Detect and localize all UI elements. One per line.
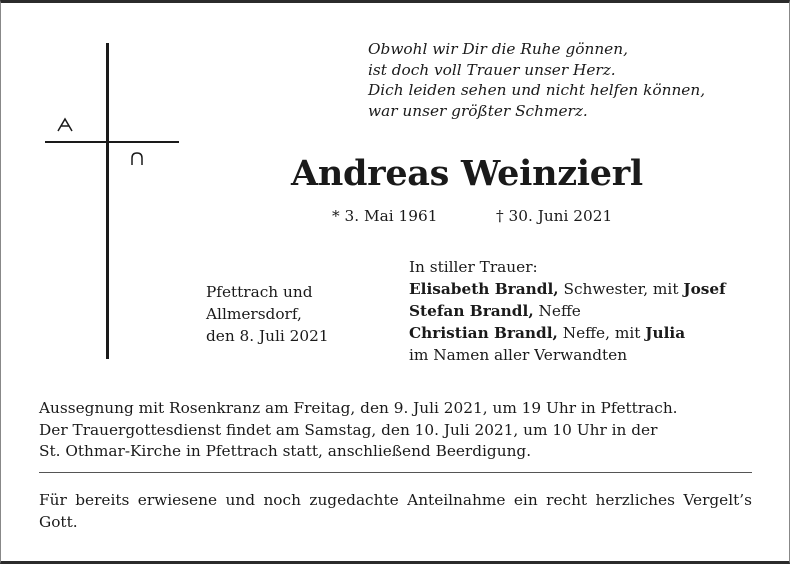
ceremony-line: Der Trauergottesdienst findet am Samstag, den 10. Juli 2021, um 10 Uhr in der	[39, 420, 658, 439]
cross-icon-horizontal	[45, 141, 179, 143]
mourner-name: Stefan Brandl,	[409, 302, 534, 320]
mourner-relation: Neffe	[533, 302, 581, 320]
mourner-line	[409, 322, 726, 344]
mourner-relation: Neffe, mit	[557, 324, 646, 342]
mourner-name: Josef	[683, 280, 726, 298]
ceremony-info	[39, 398, 755, 463]
poem-line: Obwohl wir Dir die Ruhe gönnen,	[368, 40, 628, 58]
cross-icon-vertical	[106, 43, 109, 359]
poem	[368, 39, 705, 121]
death-date: † 30. Juni 2021	[496, 207, 613, 225]
mourner-relation: Schwester, mit	[558, 280, 684, 298]
omega-icon	[129, 152, 145, 166]
poem-line: Dich leiden sehen und nicht helfen können,	[368, 81, 706, 99]
mourner-line	[409, 278, 726, 300]
mourners-list	[409, 256, 726, 366]
date-line: den 8. Juli 2021	[206, 327, 329, 345]
thanks-note: Für bereits erwiesene und noch zugedachte Anteilnahme ein recht herzliches Vergelt’s Gott.	[39, 491, 752, 531]
place-line: Allmersdorf,	[206, 305, 302, 323]
poem-line: ist doch voll Trauer unser Herz.	[368, 60, 616, 79]
alpha-icon	[56, 116, 74, 134]
mourner-name: Julia	[645, 324, 686, 342]
ceremony-line: Aussegnung mit Rosenkranz am Freitag, den 9. Juli 2021, um 19 Uhr in Pfettrach.	[39, 399, 678, 417]
birth-date: * 3. Mai 1961	[332, 207, 438, 225]
mourner-line: im Namen aller Verwandten	[409, 346, 628, 364]
mourner-name: Christian Brandl,	[409, 324, 558, 342]
mourner-line	[409, 300, 726, 322]
deceased-name: Andreas Weinzierl	[291, 153, 643, 194]
mourner-name: Elisabeth Brandl,	[409, 280, 559, 298]
ceremony-line: St. Othmar-Kirche in Pfettrach statt, anschließend Beerdigung.	[39, 442, 532, 460]
poem-line: war unser größter Schmerz.	[368, 101, 588, 120]
place-and-date	[206, 281, 329, 347]
mourners-intro: In stiller Trauer:	[409, 258, 538, 276]
place-line: Pfettrach und	[206, 283, 313, 301]
divider	[39, 472, 752, 473]
